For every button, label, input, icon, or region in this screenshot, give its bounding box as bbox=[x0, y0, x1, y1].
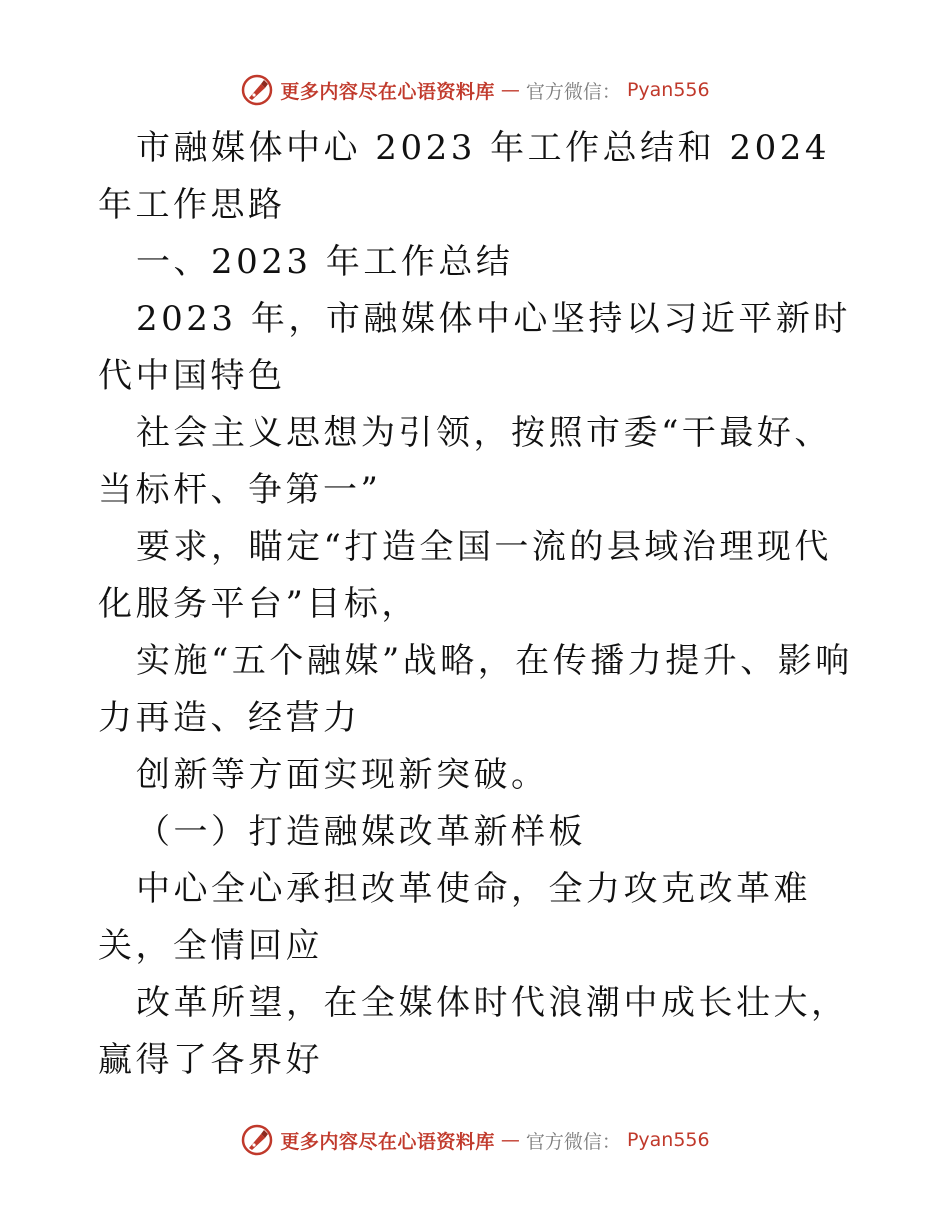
paragraph: 创新等方面实现新突破。 bbox=[136, 755, 549, 795]
paragraph: 中心全心承担改革使命，全力攻克改革难关，全情回应 bbox=[98, 869, 811, 966]
footer-watermark-banner bbox=[0, 1120, 950, 1160]
document-body bbox=[98, 120, 858, 1089]
watermark-wechat-label: 官方微信： bbox=[525, 80, 621, 103]
watermark-wechat-account: Pyan556 bbox=[626, 79, 710, 101]
watermark-wechat-label: 官方微信： bbox=[525, 1130, 621, 1153]
paragraph: 2023 年，市融媒体中心坚持以习近平新时代中国特色 bbox=[98, 299, 851, 396]
paragraph: 实施“五个融媒”战略，在传播力提升、影响力再造、经营力 bbox=[98, 641, 853, 738]
document-title: 市融媒体中心 2023 年工作总结和 2024 年工作思路 bbox=[98, 128, 830, 225]
watermark-wechat-account: Pyan556 bbox=[626, 1129, 710, 1151]
watermark-title: 更多内容尽在心语资料库 bbox=[280, 80, 495, 103]
paragraph: 社会主义思想为引领，按照市委“干最好、当标杆、争第一” bbox=[98, 413, 832, 510]
header-watermark-banner bbox=[0, 70, 950, 110]
pen-nib-logo-icon bbox=[240, 73, 274, 107]
paragraph: 改革所望，在全媒体时代浪潮中成长壮大，赢得了各界好 bbox=[98, 983, 849, 1080]
pen-nib-logo-icon bbox=[240, 1123, 274, 1157]
subsection-heading: （一）打造融媒改革新样板 bbox=[136, 812, 586, 852]
watermark-dash: — bbox=[500, 79, 520, 101]
section-heading: 一、2023 年工作总结 bbox=[136, 242, 514, 282]
paragraph: 要求，瞄定“打造全国一流的县域治理现代化服务平台”目标， bbox=[98, 527, 832, 624]
watermark-dash: — bbox=[500, 1129, 520, 1151]
watermark-title: 更多内容尽在心语资料库 bbox=[280, 1130, 495, 1153]
